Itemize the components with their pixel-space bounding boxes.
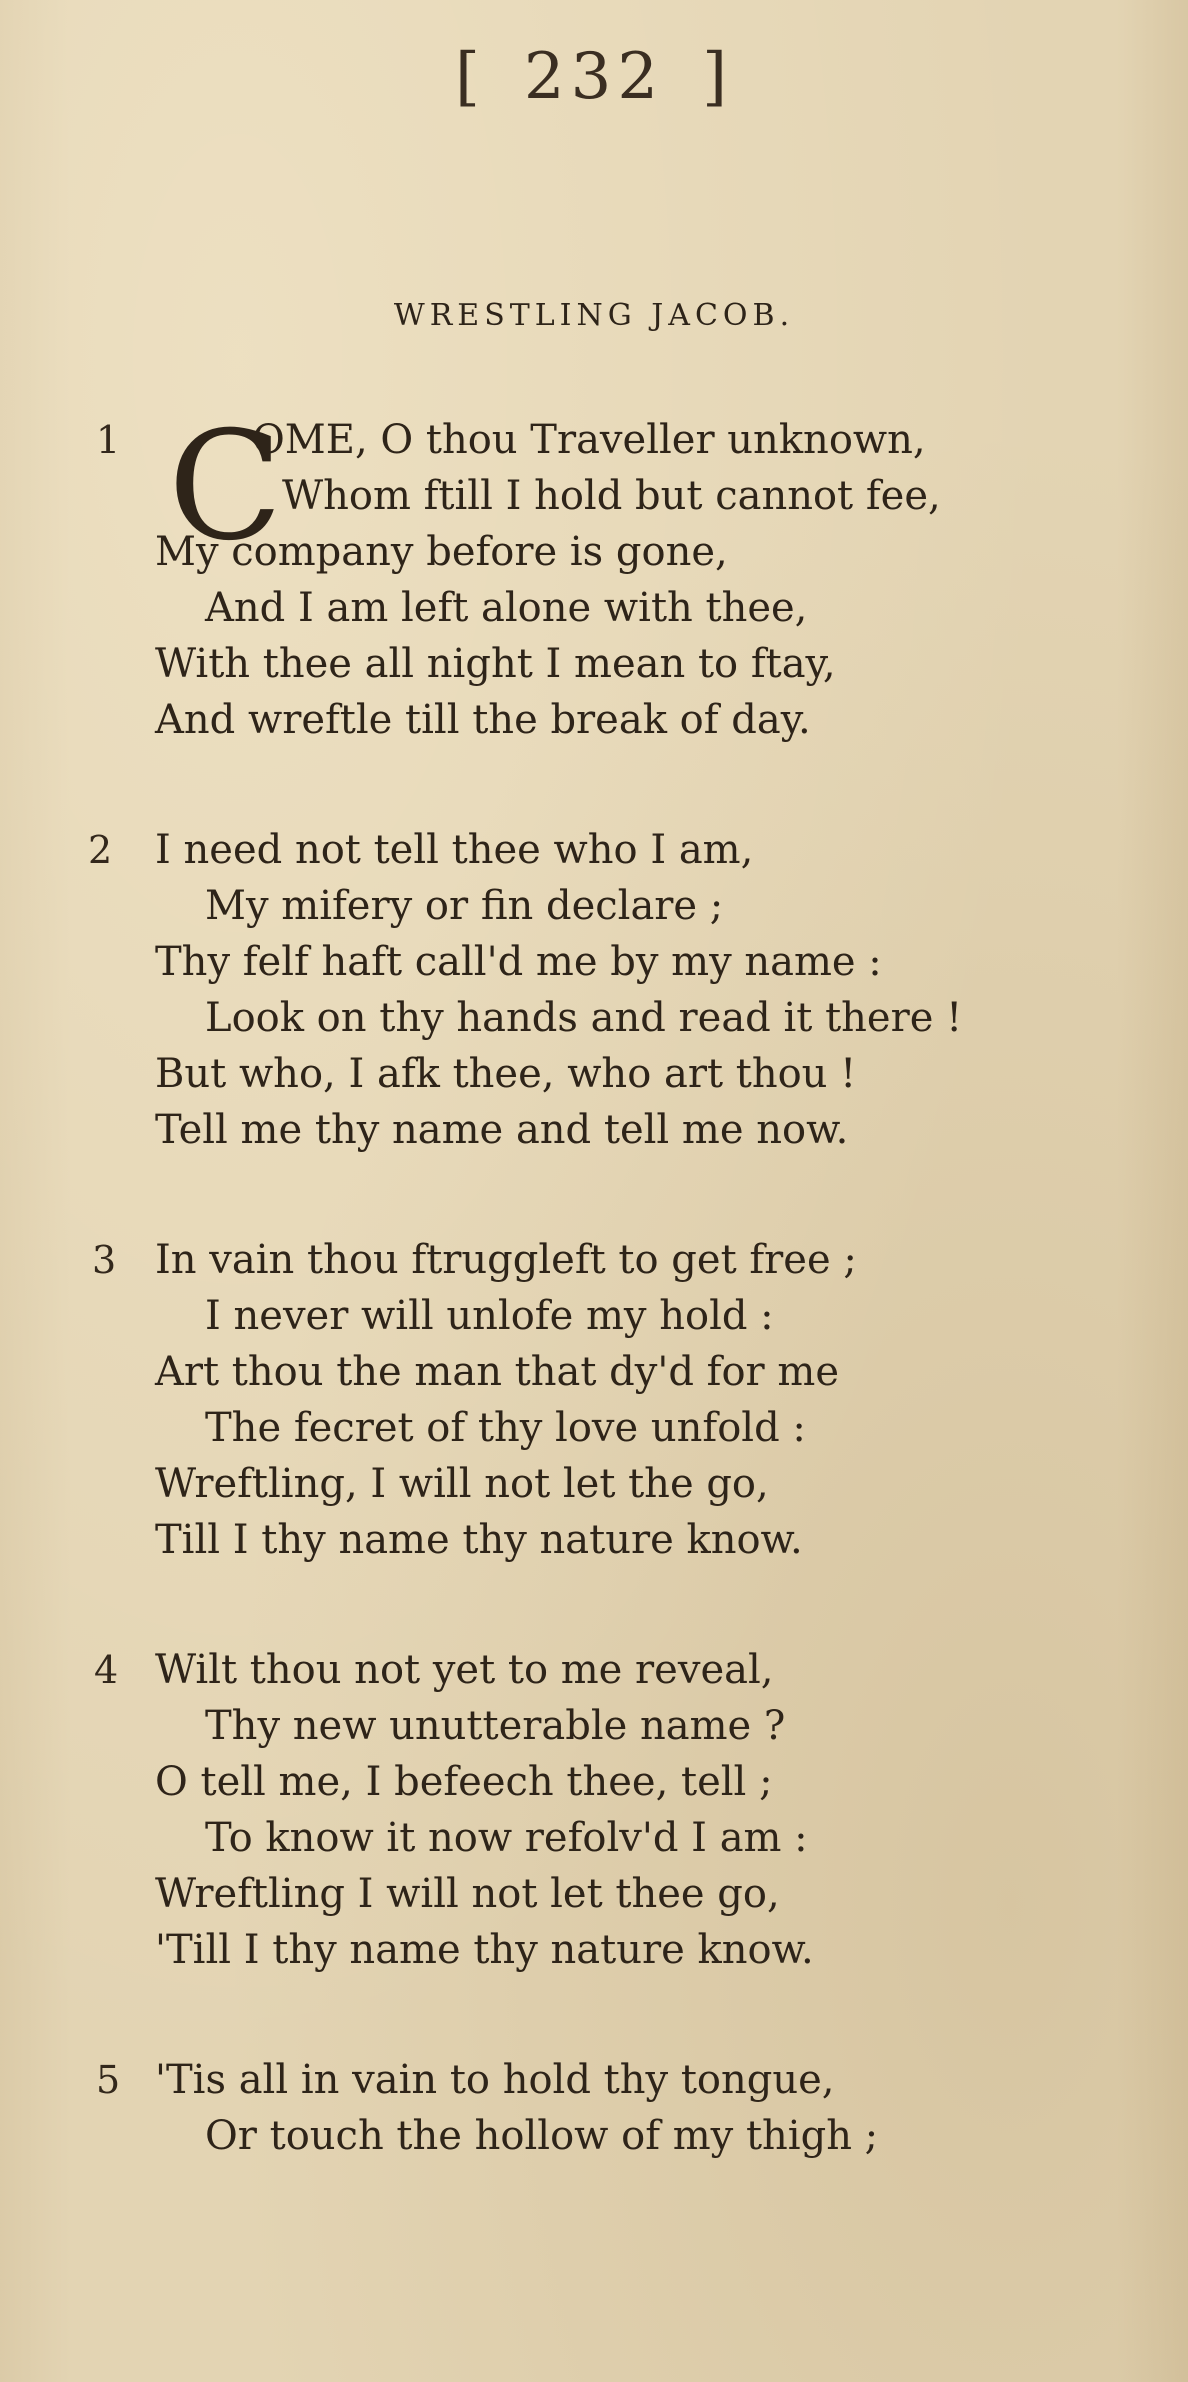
bracket-close: ] <box>702 40 734 114</box>
stanza-number: 3 <box>92 1238 117 1282</box>
verse-line: In vain thou ftruggleft to get free ; <box>155 1237 857 1283</box>
verse-line: My mifery or fin declare ; <box>205 883 724 929</box>
verse-line: Thy new unutterable name ? <box>205 1703 786 1749</box>
verse-line: With thee all night I mean to ftay, <box>155 641 836 687</box>
verse-line: OME, O thou Traveller unknown, <box>252 417 926 463</box>
verse-line: And wreftle till the break of day. <box>155 697 811 743</box>
verse-line: Look on thy hands and read it there ! <box>205 995 963 1041</box>
verse-line: And I am left alone with thee, <box>205 585 808 631</box>
verse-line: Till I thy name thy nature know. <box>155 1517 803 1563</box>
verse-line: Whom ftill I hold but cannot fee, <box>282 473 941 519</box>
verse-line: The fecret of thy love unfold : <box>205 1405 806 1451</box>
stanza-number: 2 <box>88 828 113 872</box>
hymn-title: WRESTLING JACOB. <box>393 298 795 333</box>
verse-line: I need not tell thee who I am, <box>155 827 754 873</box>
verse-line: 'Tis all in vain to hold thy tongue, <box>155 2057 835 2103</box>
verse-line: Thy felf haft call'd me by my name : <box>155 939 882 985</box>
verse-line: Or touch the hollow of my thigh ; <box>205 2113 879 2159</box>
bracket-open: [ <box>454 40 486 114</box>
verse-line: To know it now refolv'd I am : <box>205 1815 808 1861</box>
stanza-number: 4 <box>94 1648 119 1692</box>
page-number-header <box>0 40 1188 114</box>
drop-cap: C <box>168 400 283 574</box>
verse-line: Art thou the man that dy'd for me <box>155 1349 839 1395</box>
verse-line: O tell me, I befeech thee, tell ; <box>155 1759 773 1805</box>
verse-line: Wreftling I will not let thee go, <box>155 1871 780 1917</box>
verse-line: I never will unlofe my hold : <box>205 1293 774 1339</box>
verse-line: Wilt thou not yet to me reveal, <box>155 1647 774 1693</box>
stanza-number: 1 <box>96 418 121 462</box>
stanza-number: 5 <box>96 2058 121 2102</box>
page-number: 232 <box>523 40 665 114</box>
verse-line: Tell me thy name and tell me now. <box>155 1107 849 1153</box>
verse-line: 'Till I thy name thy nature know. <box>155 1927 814 1973</box>
verse-line: But who, I afk thee, who art thou ! <box>155 1051 857 1097</box>
verse-line: My company before is gone, <box>155 529 728 575</box>
verse-line: Wreftling, I will not let the go, <box>155 1461 769 1507</box>
